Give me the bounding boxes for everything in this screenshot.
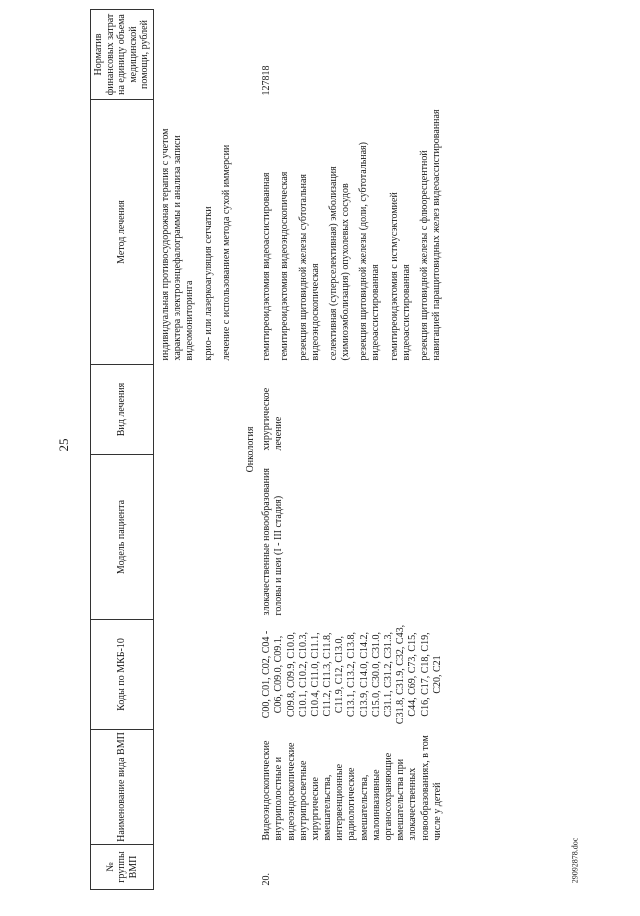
cost-norm-cell: 127818: [261, 65, 273, 96]
patient-model-cell: злокачественные новообразования головы и шеи (I - III стадия): [261, 468, 285, 616]
list-item: крио- или лазеркоагуляция сетчатки: [202, 206, 214, 361]
treatment-methods-cell: [259, 100, 451, 365]
rotated-table-container: [90, 10, 610, 890]
header-cost-norm: Норматив финансовых затрат на единицу объема медицинской помощи, рублей: [91, 10, 154, 100]
icd-codes-cell: С00, С01, С02, С04 - С06, С09.0, С09.1, С09.8, С09.9, С10.0, С10.1, С10.2, С10.3, С10.4, С11.0, С11.1, С11.2, С11.3, С11.8, С11.9, С12, С13.0, С13.1, С13.2, С13.8, С13.9, С14.0, С14.2, С15.0, С30.0, С31.0, С31.1, С31.2, С31.3, С31.8, С31.9, С32, С43, С44, С69, С73, С15, С16, С17, С18, С19, С20, С21: [261, 624, 443, 725]
header-vmp-name: Наименование вида ВМП: [91, 730, 154, 845]
list-item: резекция щитовидной железы (доли, субтотальная) видеоассистированная: [358, 142, 382, 361]
header-treatment-type: Вид лечения: [91, 365, 154, 455]
vmp-name-cell: Видеоэндоскопические внутриполостные и видеоэндоскопические внутрипросветные хирургические вмешательства, интервенционные радиологические вмешательства, малоинвазивные органосохраняющие вмешательства при злокачественных новообразованиях, в том числе у детей: [261, 735, 443, 841]
list-item: резекция щитовидной железы субтотальная видеоэндоскопическая: [297, 173, 321, 361]
list-item: гемитиреоидэктомия видеоэндоскопическая: [279, 171, 291, 361]
vmp-table: [90, 9, 451, 890]
treatment-type-cell: хирургическое лечение: [261, 387, 285, 451]
section-title-row: [241, 10, 259, 890]
list-item: гемитиреоидэктомия видеоассистированная: [261, 172, 273, 361]
list-item: гемитиреоидэктомия с истмусэктомией видеоассистированная: [388, 192, 412, 361]
document-filename: 29092878.doc: [570, 837, 580, 884]
list-item: индивидуальная противосудорожная терапия с учетом характера электроэнцефалограммы и анализа записи видеомониторинга: [160, 128, 196, 361]
header-group-no: № группы ВМП: [91, 845, 154, 890]
table-row: [154, 10, 241, 890]
list-item: резекция щитовидной железы с флюоресцентной навигацией паращитовидных желез видеоассистированная: [419, 109, 443, 361]
continued-methods-cell: [154, 100, 241, 365]
page-number: 25: [56, 438, 71, 452]
table-row: [259, 10, 451, 890]
header-treatment-method: Метод лечения: [91, 100, 154, 365]
section-title: Онкология: [244, 426, 256, 473]
list-item: селективная (суперселективная) эмболизация (химиоэмболизация) опухолевых сосудов: [327, 166, 352, 361]
table-header-row: [91, 10, 154, 890]
header-icd-codes: Коды по МКБ-10: [91, 620, 154, 730]
group-no-cell: 20.: [261, 873, 273, 886]
list-item: лечение с использованием метода сухой иммерсии: [220, 144, 232, 361]
header-patient-model: Модель пациента: [91, 455, 154, 620]
